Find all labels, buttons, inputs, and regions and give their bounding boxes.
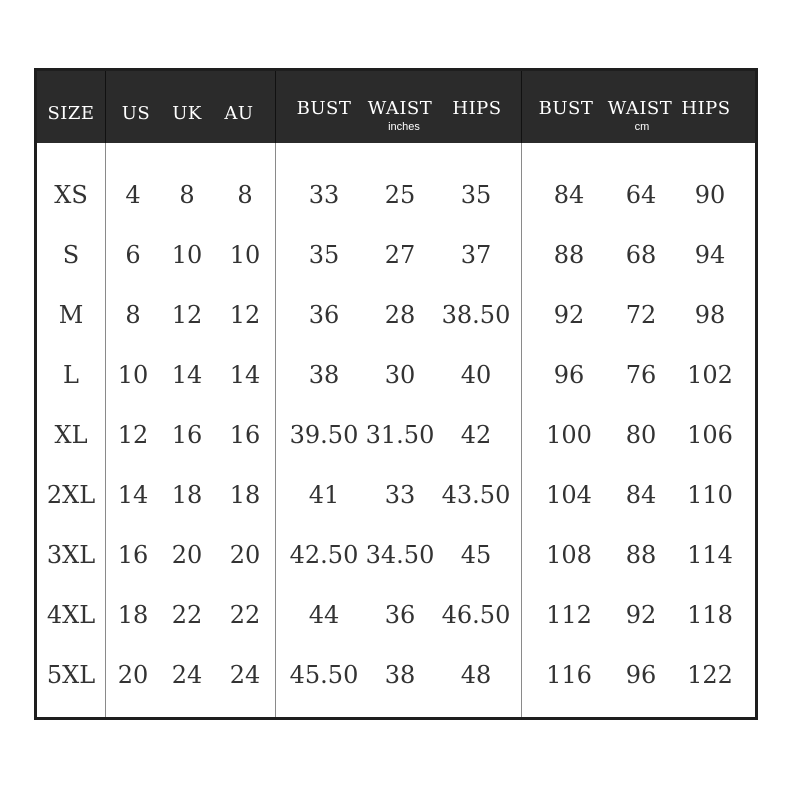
cell-hips-cm: 110 [687, 481, 733, 509]
cell-bust-cm: 96 [553, 361, 585, 389]
cell-bust-in: 35 [308, 241, 340, 269]
cell-hips-cm: 122 [687, 661, 733, 689]
cell-au: 16 [229, 421, 261, 449]
cell-size: S [62, 241, 80, 269]
cell-bust-in: 36 [308, 301, 340, 329]
cell-waist-cm: 84 [625, 481, 657, 509]
cell-au: 18 [229, 481, 261, 509]
column-divider-size [105, 71, 106, 717]
cell-bust-in: 38 [308, 361, 340, 389]
cell-waist-in: 28 [384, 301, 416, 329]
column-divider-regions [275, 71, 276, 717]
cell-bust-cm: 88 [553, 241, 585, 269]
cell-uk: 24 [171, 661, 203, 689]
cell-hips-in: 38.50 [441, 301, 511, 329]
cell-us: 16 [117, 541, 149, 569]
cell-au: 24 [229, 661, 261, 689]
cell-hips-cm: 94 [694, 241, 726, 269]
cell-waist-in: 25 [384, 181, 416, 209]
cell-us: 10 [117, 361, 149, 389]
cell-bust-cm: 112 [546, 601, 592, 629]
cell-waist-in: 38 [384, 661, 416, 689]
cell-us: 4 [125, 181, 141, 209]
cell-au: 12 [229, 301, 261, 329]
size-chart [34, 68, 758, 720]
cell-bust-in: 41 [308, 481, 340, 509]
cell-hips-in: 45 [460, 541, 492, 569]
cell-waist-cm: 96 [625, 661, 657, 689]
cell-uk: 8 [179, 181, 195, 209]
cell-bust-cm: 104 [546, 481, 592, 509]
cell-bust-in: 45.50 [289, 661, 359, 689]
header-size: SIZE [47, 103, 95, 124]
cell-hips-in: 48 [460, 661, 492, 689]
cell-waist-cm: 92 [625, 601, 657, 629]
cell-bust-cm: 108 [546, 541, 592, 569]
cell-size: 4XL [46, 601, 96, 629]
cell-bust-in: 44 [308, 601, 340, 629]
cell-hips-in: 46.50 [441, 601, 511, 629]
header-us: US [121, 103, 151, 124]
cell-hips-cm: 98 [694, 301, 726, 329]
header-unit-inches: inches [388, 121, 420, 133]
header-bust-inches: BUST [296, 98, 352, 119]
cell-us: 12 [117, 421, 149, 449]
cell-size: L [63, 361, 79, 389]
cell-us: 20 [117, 661, 149, 689]
cell-waist-in: 30 [384, 361, 416, 389]
cell-us: 8 [125, 301, 141, 329]
header-divider-inches [521, 71, 522, 143]
cell-waist-in: 34.50 [365, 541, 435, 569]
cell-uk: 22 [171, 601, 203, 629]
cell-au: 22 [229, 601, 261, 629]
cell-au: 8 [237, 181, 253, 209]
cell-waist-cm: 76 [625, 361, 657, 389]
cell-bust-cm: 100 [546, 421, 592, 449]
column-divider-inches [521, 71, 522, 717]
cell-hips-cm: 102 [687, 361, 733, 389]
cell-hips-cm: 118 [687, 601, 733, 629]
cell-waist-cm: 80 [625, 421, 657, 449]
cell-bust-in: 33 [308, 181, 340, 209]
cell-size: XL [54, 421, 88, 449]
header-unit-cm: cm [634, 121, 650, 133]
header-divider-size [105, 71, 106, 143]
cell-size: 2XL [46, 481, 96, 509]
cell-hips-cm: 106 [687, 421, 733, 449]
cell-uk: 20 [171, 541, 203, 569]
cell-size: 3XL [46, 541, 96, 569]
cell-size: 5XL [46, 661, 96, 689]
cell-bust-cm: 92 [553, 301, 585, 329]
cell-hips-cm: 90 [694, 181, 726, 209]
header-au: AU [224, 103, 254, 124]
cell-size: XS [54, 181, 88, 209]
cell-waist-cm: 64 [625, 181, 657, 209]
header-waist-inches: WAIST [367, 98, 433, 119]
cell-au: 20 [229, 541, 261, 569]
cell-au: 10 [229, 241, 261, 269]
cell-uk: 14 [171, 361, 203, 389]
cell-us: 18 [117, 601, 149, 629]
cell-bust-cm: 116 [546, 661, 592, 689]
cell-uk: 10 [171, 241, 203, 269]
cell-us: 6 [125, 241, 141, 269]
header-hips-inches: HIPS [452, 98, 502, 119]
cell-uk: 18 [171, 481, 203, 509]
size-chart-header [37, 71, 755, 143]
cell-uk: 16 [171, 421, 203, 449]
cell-waist-cm: 72 [625, 301, 657, 329]
cell-hips-in: 40 [460, 361, 492, 389]
cell-waist-in: 33 [384, 481, 416, 509]
cell-hips-in: 43.50 [441, 481, 511, 509]
cell-waist-in: 27 [384, 241, 416, 269]
cell-waist-in: 31.50 [365, 421, 435, 449]
header-divider-regions [275, 71, 276, 143]
cell-us: 14 [117, 481, 149, 509]
cell-waist-cm: 68 [625, 241, 657, 269]
header-hips-cm: HIPS [681, 98, 731, 119]
cell-hips-in: 37 [460, 241, 492, 269]
header-bust-cm: BUST [538, 98, 594, 119]
cell-uk: 12 [171, 301, 203, 329]
cell-bust-in: 39.50 [289, 421, 359, 449]
cell-waist-cm: 88 [625, 541, 657, 569]
cell-bust-in: 42.50 [289, 541, 359, 569]
header-uk: UK [172, 103, 202, 124]
cell-hips-in: 42 [460, 421, 492, 449]
header-waist-cm: WAIST [607, 98, 673, 119]
cell-waist-in: 36 [384, 601, 416, 629]
cell-au: 14 [229, 361, 261, 389]
cell-size: M [58, 301, 84, 329]
cell-hips-cm: 114 [687, 541, 733, 569]
cell-bust-cm: 84 [553, 181, 585, 209]
cell-hips-in: 35 [460, 181, 492, 209]
